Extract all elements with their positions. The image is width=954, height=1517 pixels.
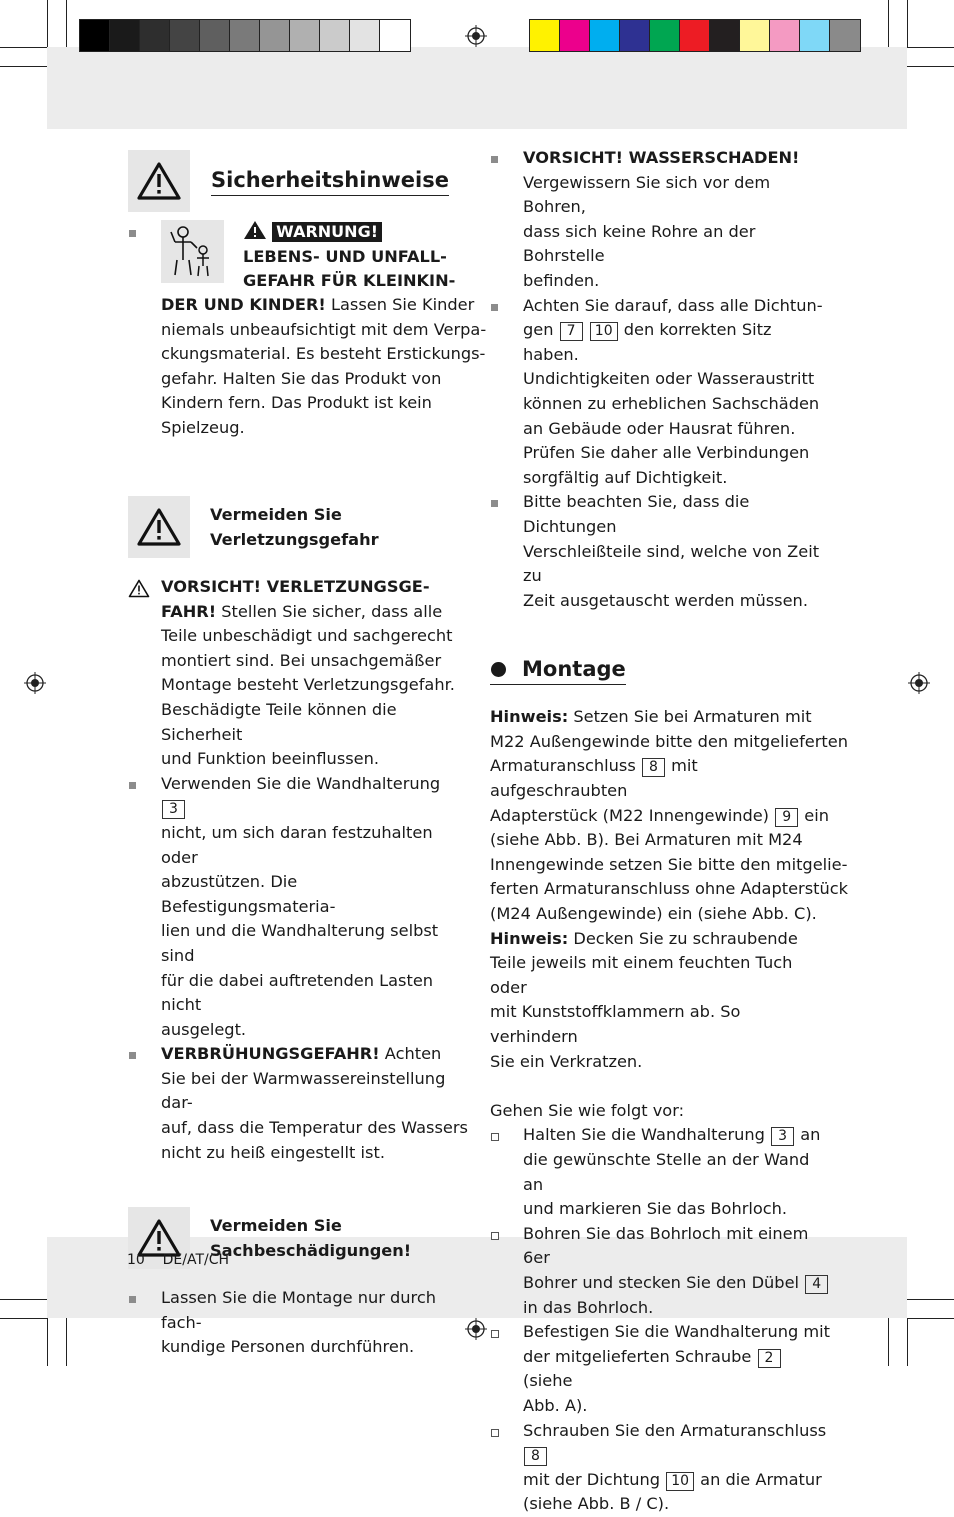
body-text: Schrauben Sie den Armaturanschluss bbox=[523, 1420, 827, 1440]
part-number: 3 bbox=[162, 800, 185, 819]
warning-small-icon bbox=[243, 220, 267, 240]
part-number: 8 bbox=[524, 1447, 547, 1466]
body-text: der mitgelieferten Schraube bbox=[523, 1346, 757, 1366]
step-item bbox=[490, 1123, 830, 1221]
part-number: 7 bbox=[560, 322, 583, 341]
body-text: Verwenden Sie die Wandhalterung bbox=[161, 773, 441, 793]
page-number: 10 bbox=[127, 1252, 145, 1268]
caution-heading: VERBRÜHUNGSGEFAHR! bbox=[161, 1044, 380, 1064]
part-number: 9 bbox=[775, 808, 798, 827]
crop-mark bbox=[907, 1318, 908, 1366]
body-text: an bbox=[795, 1125, 821, 1145]
body-text: nicht, um sich daran festzuhalten oder bbox=[161, 822, 433, 867]
body-text: montiert sind. Bei unsachgemäßer bbox=[161, 650, 442, 670]
body-text: Innengewinde setzen Sie bitte den mitgelie- bbox=[490, 854, 848, 874]
body-text: gefahr. Halten Sie das Produkt von bbox=[161, 368, 442, 388]
body-text: befinden. bbox=[523, 270, 600, 290]
color-swatch bbox=[350, 20, 380, 51]
steps-intro: Gehen Sie wie folgt vor: bbox=[490, 1100, 685, 1120]
body-text: niemals unbeaufsichtigt mit dem Verpa- bbox=[161, 319, 487, 339]
body-text: Lassen Sie die Montage nur durch fach- bbox=[161, 1288, 437, 1332]
color-swatch bbox=[590, 20, 620, 51]
color-swatch bbox=[110, 20, 140, 51]
part-number: 3 bbox=[771, 1127, 794, 1146]
body-text: dass sich keine Rohre an der Bohrstelle bbox=[523, 221, 756, 266]
body-text: Montage besteht Verletzungsgefahr. bbox=[161, 675, 455, 695]
crop-mark bbox=[66, 0, 67, 47]
process-color-bar bbox=[529, 19, 861, 52]
body-text: für die dabei auftretenden Lasten nicht bbox=[161, 970, 434, 1015]
crop-mark bbox=[907, 1299, 954, 1300]
grayscale-color-bar bbox=[79, 19, 411, 52]
crop-mark bbox=[0, 1299, 47, 1300]
crop-mark bbox=[907, 66, 954, 67]
body-text: Teile unbeschädigt und sachgerecht bbox=[161, 626, 453, 646]
body-text: Bitte beachten Sie, dass die Dichtungen bbox=[523, 492, 750, 536]
warning-heading: DER UND KINDER! bbox=[161, 295, 326, 314]
body-text: ferten Armaturanschluss ohne Adapterstück bbox=[490, 879, 849, 899]
body-text: Sie bei der Warmwassereinstellung dar- bbox=[161, 1068, 446, 1113]
body-text: M22 Außengewinde bitte den mitgelieferten bbox=[490, 731, 848, 751]
color-swatch bbox=[710, 20, 740, 51]
body-text: auf, dass die Temperatur des Wassers bbox=[161, 1118, 468, 1138]
body-text: an die Armatur bbox=[695, 1469, 822, 1489]
list-item bbox=[490, 490, 830, 613]
body-text: den korrekten Sitz haben. bbox=[523, 320, 772, 364]
color-swatch bbox=[260, 20, 290, 51]
caution-item bbox=[128, 575, 468, 772]
body-text: Spielzeug. bbox=[161, 417, 245, 437]
child-warning-item bbox=[128, 220, 487, 444]
child-safety-icon bbox=[161, 220, 224, 283]
warning-box bbox=[128, 150, 190, 212]
body-text: Achten bbox=[379, 1044, 442, 1064]
body-text: ausgelegt. bbox=[161, 1019, 247, 1039]
body-text: nicht zu heiß eingestellt ist. bbox=[161, 1142, 385, 1162]
body-text: Lassen Sie Kinder bbox=[325, 295, 475, 314]
crop-mark bbox=[47, 0, 48, 47]
body-text: können zu erheblichen Sachschäden bbox=[523, 393, 820, 413]
warning-triangle-icon bbox=[136, 507, 182, 547]
color-swatch bbox=[80, 20, 110, 51]
list-item bbox=[128, 1286, 468, 1360]
color-swatch bbox=[770, 20, 800, 51]
crop-mark bbox=[0, 1318, 47, 1319]
color-swatch bbox=[830, 20, 860, 51]
body-text: ckungsmaterial. Es besteht Erstickungs- bbox=[161, 344, 486, 364]
body-text: sorgfältig auf Dichtigkeit. bbox=[523, 467, 728, 487]
part-number: 8 bbox=[642, 758, 665, 777]
list-item bbox=[490, 146, 830, 294]
crop-mark bbox=[907, 0, 908, 47]
body-text: Zeit ausgetauscht werden müssen. bbox=[523, 590, 808, 610]
body-text: Adapterstück (M22 Innengewinde) bbox=[490, 805, 775, 825]
body-text: Sie ein Verkratzen. bbox=[490, 1051, 643, 1071]
color-swatch bbox=[560, 20, 590, 51]
crop-mark bbox=[907, 1318, 954, 1319]
crop-mark bbox=[0, 66, 47, 67]
list-item bbox=[128, 772, 468, 1043]
color-swatch bbox=[290, 20, 320, 51]
body-text: ein bbox=[799, 805, 830, 825]
caution-triangle-icon bbox=[128, 579, 150, 598]
body-text: und Funktion beeinflussen. bbox=[161, 749, 380, 769]
child-pictogram bbox=[161, 220, 224, 283]
warning-heading: LEBENS- UND UNFALL- bbox=[243, 246, 447, 266]
warning-heading: GEFAHR FÜR KLEINKIN- bbox=[243, 271, 456, 291]
caution-heading: VORSICHT! VERLETZUNGSGE- bbox=[161, 577, 430, 596]
body-text: abzustützen. Die Befestigungsmateria- bbox=[161, 872, 336, 916]
body-text: in das Bohrloch. bbox=[523, 1297, 654, 1317]
body-text: Beschädigte Teile können die Sicherheit bbox=[161, 699, 397, 744]
note-label: Hinweis: bbox=[490, 928, 569, 948]
color-swatch bbox=[650, 20, 680, 51]
list-item bbox=[128, 1042, 468, 1165]
color-swatch bbox=[140, 20, 170, 51]
header-band bbox=[47, 47, 907, 129]
registration-mark-icon bbox=[465, 25, 487, 47]
body-text: Decken Sie zu schraubende bbox=[568, 928, 798, 948]
warning-box bbox=[128, 496, 190, 558]
bullet-icon bbox=[129, 230, 136, 237]
registration-mark-icon bbox=[465, 1318, 487, 1340]
body-text: (siehe Abb. B). Bei Armaturen mit M24 bbox=[490, 830, 803, 850]
crop-mark bbox=[888, 1318, 889, 1366]
note-label: Hinweis: bbox=[490, 707, 569, 727]
body-text: Kindern fern. Das Produkt ist kein bbox=[161, 393, 432, 413]
color-swatch bbox=[740, 20, 770, 51]
warning-label: WARNUNG! bbox=[272, 222, 382, 242]
subheading-text: Sachbeschädigungen! bbox=[210, 1241, 412, 1261]
step-item bbox=[490, 1222, 830, 1320]
body-text: an Gebäude oder Hausrat führen. bbox=[523, 418, 796, 438]
list-item bbox=[490, 294, 830, 491]
body-text: Teile jeweils mit einem feuchten Tuch oder bbox=[490, 953, 793, 997]
body-text: Befestigen Sie die Wandhalterung mit bbox=[523, 1322, 831, 1342]
body-text: mit Kunststoffklammern ab. So verhindern bbox=[490, 1002, 741, 1046]
registration-mark-icon bbox=[24, 672, 46, 694]
color-swatch bbox=[530, 20, 560, 51]
body-text: Vergewissern Sie sich vor dem Bohren, bbox=[523, 172, 771, 217]
body-text: Bohrer und stecken Sie den Dübel bbox=[523, 1272, 805, 1292]
body-text: lien und die Wandhalterung selbst sind bbox=[161, 921, 439, 965]
page-footer bbox=[127, 1252, 229, 1268]
subheading-text: Vermeiden Sie bbox=[210, 1216, 342, 1236]
body-text: (siehe bbox=[523, 1371, 573, 1391]
body-text: kundige Personen durchführen. bbox=[161, 1337, 415, 1357]
part-number: 4 bbox=[805, 1275, 828, 1294]
color-swatch bbox=[200, 20, 230, 51]
body-text: Bohren Sie das Bohrloch mit einem 6er bbox=[523, 1223, 809, 1268]
body-text: mit der Dichtung bbox=[523, 1469, 666, 1489]
body-text: (siehe Abb. B / C). bbox=[523, 1494, 670, 1514]
body-text: Setzen Sie bei Armaturen mit bbox=[568, 707, 812, 727]
color-swatch bbox=[230, 20, 260, 51]
crop-mark bbox=[66, 1318, 67, 1366]
subheading-text: Verletzungsgefahr bbox=[210, 530, 379, 549]
body-text: (M24 Außengewinde) ein (siehe Abb. C). bbox=[490, 904, 817, 924]
color-swatch bbox=[320, 20, 350, 51]
body-text: gen bbox=[523, 320, 559, 340]
region-label: DE/AT/CH bbox=[162, 1252, 230, 1268]
body-text: Armaturanschluss bbox=[490, 756, 641, 776]
step-item bbox=[490, 1320, 830, 1418]
body-text: und markieren Sie das Bohrloch. bbox=[523, 1199, 788, 1219]
color-swatch bbox=[170, 20, 200, 51]
body-text: Verschleißteile sind, welche von Zeit zu bbox=[523, 541, 820, 586]
caution-heading: VORSICHT! WASSERSCHADEN! bbox=[523, 148, 800, 167]
part-number: 2 bbox=[758, 1349, 781, 1368]
color-swatch bbox=[680, 20, 710, 51]
caution-heading: FAHR! bbox=[161, 601, 217, 621]
crop-mark bbox=[907, 47, 954, 48]
subheading-text: Vermeiden Sie bbox=[210, 505, 342, 524]
body-text: Abb. A). bbox=[523, 1395, 588, 1415]
section-title: Montage bbox=[522, 657, 626, 682]
note-paragraph bbox=[490, 705, 849, 1074]
montage-heading bbox=[490, 655, 830, 685]
section-title: Sicherheitshinweise bbox=[211, 166, 449, 196]
body-text: Undichtigkeiten oder Wasseraustritt bbox=[523, 369, 815, 389]
part-number: 10 bbox=[666, 1472, 694, 1491]
body-text: die gewünschte Stelle an der Wand an bbox=[523, 1149, 810, 1194]
right-column bbox=[490, 146, 849, 1517]
color-swatch bbox=[380, 20, 410, 51]
left-column bbox=[128, 150, 487, 1360]
crop-mark bbox=[0, 47, 47, 48]
bullet-dot-icon bbox=[491, 662, 506, 677]
registration-mark-icon bbox=[908, 672, 930, 694]
section-heading bbox=[128, 150, 468, 212]
part-number: 10 bbox=[590, 322, 618, 341]
crop-mark bbox=[47, 1318, 48, 1366]
body-text: Stellen Sie sicher, dass alle bbox=[216, 601, 443, 621]
subheading-injury bbox=[128, 496, 468, 558]
body-text: Prüfen Sie daher alle Verbindungen bbox=[523, 443, 810, 463]
color-swatch bbox=[800, 20, 830, 51]
body-text: Halten Sie die Wandhalterung bbox=[523, 1125, 771, 1145]
crop-mark bbox=[888, 0, 889, 47]
body-text: mit aufgeschraubten bbox=[490, 756, 698, 801]
color-swatch bbox=[620, 20, 650, 51]
warning-triangle-icon bbox=[136, 161, 182, 201]
body-text: Achten Sie darauf, dass alle Dichtun- bbox=[523, 295, 823, 315]
step-item bbox=[490, 1419, 830, 1517]
